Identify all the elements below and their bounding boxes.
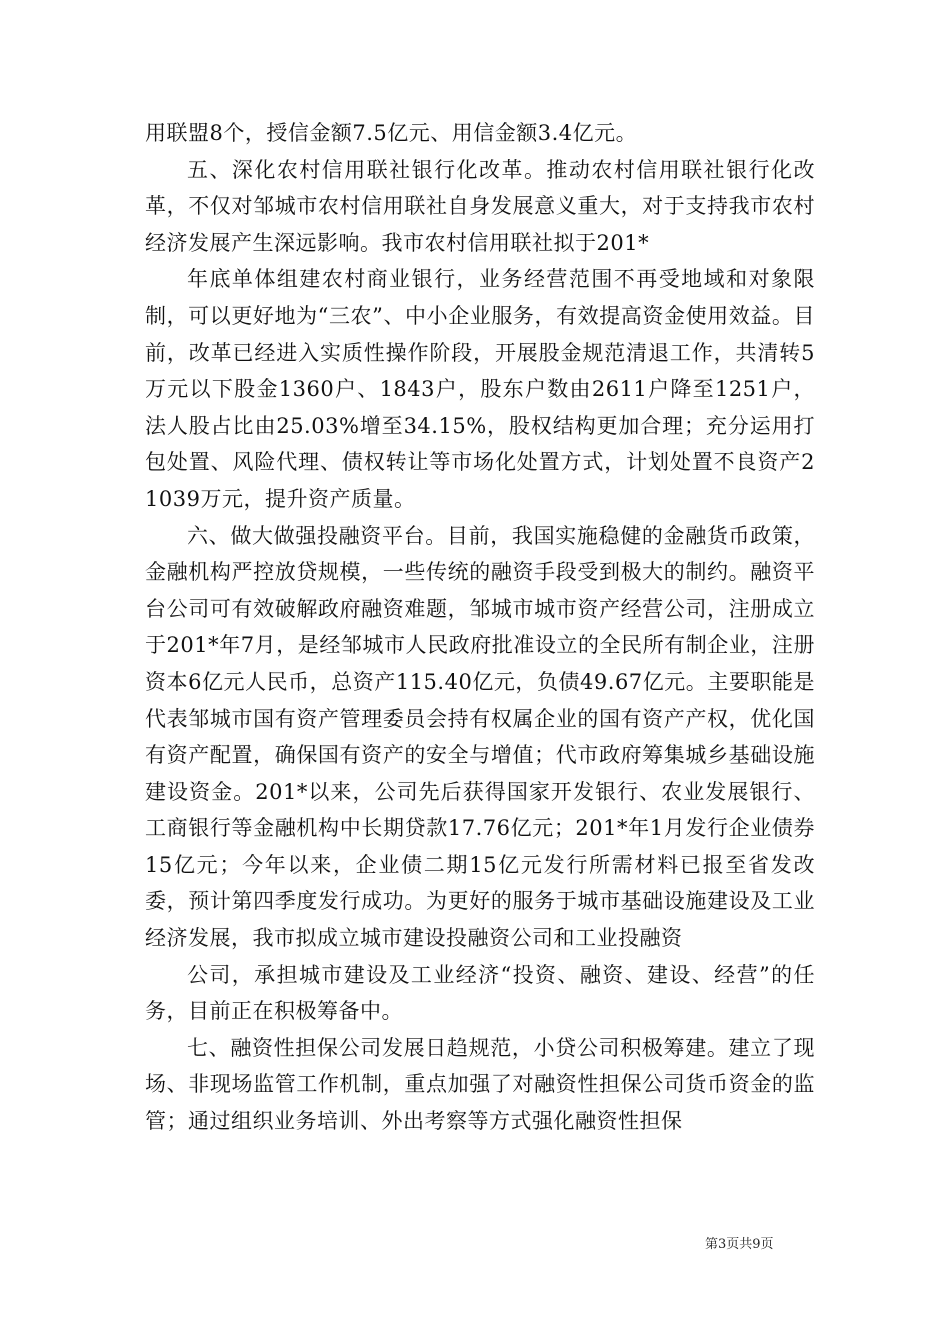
paragraph-continuation: 用联盟8个，授信金额7.5亿元、用信金额3.4亿元。 <box>145 121 638 145</box>
paragraph-section-five-cont: 年底单体组建农村商业银行，业务经营范围不再受地域和对象限制，可以更好地为“三农”、中小企业服务，有效提高资金使用效益。目前，改革已经进入实质性操作阶段，开展股金规范清退工作，共清转5万元以下股金1360户、1843户，股东户数由2611户降至1251户，法人股占比由25.03%增至34.15%，股权结构更加合理；充分运用打包处置、风险代理、债权转让等市场化处置方式，计划处置不良资产21039万元，提升资产质量。 <box>145 267 815 511</box>
page-number: 第3页共9页 <box>705 1237 774 1252</box>
body-text <box>145 115 815 1140</box>
paragraph-section-five: 五、深化农村信用联社银行化改革。推动农村信用联社银行化改革，不仅对邹城市农村信用联社自身发展意义重大，对于支持我市农村经济发展产生深远影响。我市农村信用联社拟于201* <box>145 157 815 255</box>
paragraph-section-six: 六、做大做强投融资平台。目前，我国实施稳健的金融货币政策，金融机构严控放贷规模，一些传统的融资手段受到极大的制约。融资平台公司可有效破解政府融资难题，邹城市城市资产经营公司，注册成立于201*年7月，是经邹城市人民政府批准设立的全民所有制企业，注册资本6亿元人民币，总资产115.40亿元，负债49.67亿元。主要职能是代表邹城市国有资产管理委员会持有权属企业的国有资产产权，优化国有资产配置，确保国有资产的安全与增值；代市政府筹集城乡基础设施建设资金。201*以来，公司先后获得国家开发银行、农业发展银行、工商银行等金融机构中长期贷款17.76亿元；201*年1月发行企业债券15亿元；今年以来，企业债二期15亿元发行所需材料已报至省发改委，预计第四季度发行成功。为更好的服务于城市基础设施建设及工业经济发展，我市拟成立城市建设投融资公司和工业投融资 <box>145 523 815 951</box>
paragraph-section-six-cont: 公司，承担城市建设及工业经济“投资、融资、建设、经营”的任务，目前正在积极筹备中。 <box>145 962 815 1024</box>
paragraph-section-seven: 七、融资性担保公司发展日趋规范，小贷公司积极筹建。建立了现场、非现场监管工作机制，重点加强了对融资性担保公司货币资金的监管；通过组织业务培训、外出考察等方式强化融资性担保 <box>145 1035 815 1134</box>
